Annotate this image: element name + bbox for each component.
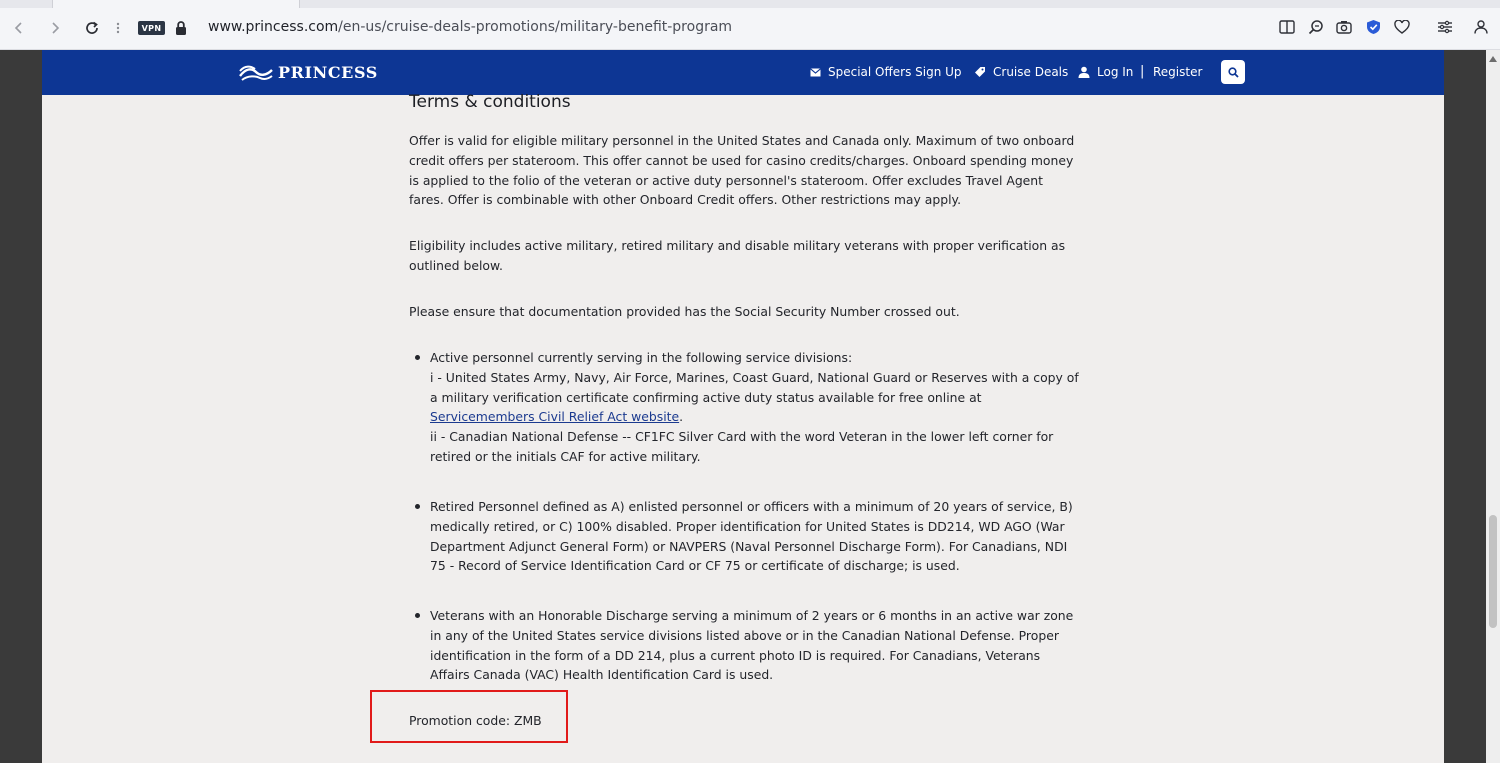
eligibility-paragraph: Eligibility includes active military, retired military and disable military veterans with proper verification as outlined below. xyxy=(409,238,1066,273)
page-gutter xyxy=(1444,50,1486,763)
more-icon[interactable] xyxy=(107,17,129,39)
scroll-up-arrow-icon[interactable] xyxy=(1489,56,1497,62)
login-label: Log In xyxy=(1097,65,1134,79)
site-header xyxy=(42,50,1444,95)
special-offers-label: Special Offers Sign Up xyxy=(828,65,962,79)
promotion-code: Promotion code: ZMB xyxy=(409,713,542,728)
active-personnel-intro: Active personnel currently serving in the following service divisions: xyxy=(430,350,853,365)
shield-icon[interactable] xyxy=(1364,18,1382,36)
url-path: /en-us/cruise-deals-promotions/military-benefit-program xyxy=(338,19,733,35)
active-tab[interactable] xyxy=(52,0,300,8)
profile-icon[interactable] xyxy=(1472,18,1490,36)
cruise-deals-label: Cruise Deals xyxy=(993,65,1069,79)
scrollbar-thumb[interactable] xyxy=(1489,515,1497,628)
list-item-veterans: Veterans with an Honorable Discharge serving a minimum of 2 years or 6 months in an active war zone in any of the United States service divisions listed above or in the Canadian National Defense. Proper identification in the form of a DD 214, plus a current photo ID is required. For Canadians, Veterans Affairs Canada (VAC) Health Identification Card is used. xyxy=(430,606,1080,685)
active-personnel-us: i - United States Army, Navy, Air Force, Marines, Coast Guard, National Guard or Reserves with a copy of a military verification certificate confirming active duty status available for free online at xyxy=(430,369,1079,405)
url-host: www.princess.com xyxy=(208,19,339,35)
login-link[interactable] xyxy=(1078,65,1133,79)
special-offers-link[interactable] xyxy=(810,65,962,79)
search-button[interactable] xyxy=(1221,60,1245,84)
ssn-paragraph: Please ensure that documentation provided has the Social Security Number crossed out. xyxy=(409,304,960,319)
camera-icon[interactable] xyxy=(1335,18,1353,36)
cruise-deals-link[interactable] xyxy=(974,65,1068,79)
terms-title: Terms & conditions xyxy=(409,92,571,112)
list-item-retired-personnel: Retired Personnel defined as A) enlisted personnel or officers with a minimum of 20 years of service, B) medically retired, or C) 100% disabled. Proper identification for United States is DD214, WD AGO (War Department Adjunct General Form) or NAVPERS (Naval Personnel Discharge Form). For Canadians, NDI 75 - Record of Service Identification Card or CF 75 or certificate of discharge; is used. xyxy=(430,497,1080,576)
register-label: Register xyxy=(1153,65,1203,79)
tag-icon xyxy=(974,66,986,78)
list-item-active-personnel xyxy=(430,348,1080,467)
web-page xyxy=(42,50,1444,763)
offer-paragraph: Offer is valid for eligible military personnel in the United States and Canada only. Maximum of two onboard credit offers per stateroom. This offer cannot be used for casino credits/charges. Onboard spending money is applied to the folio of the veteran or active duty personnel's stateroom. Offer excludes Travel Agent fares. Offer is combinable with other Onboard Credit offers. Other restrictions may apply. xyxy=(409,133,1075,208)
register-link[interactable] xyxy=(1153,65,1202,79)
reload-icon[interactable] xyxy=(81,17,103,39)
address-bar[interactable] xyxy=(208,19,732,35)
envelope-icon xyxy=(810,68,821,77)
search-icon xyxy=(1228,67,1239,78)
princess-logo[interactable] xyxy=(238,63,378,82)
heart-icon[interactable] xyxy=(1393,18,1411,36)
scra-website-link[interactable]: Servicemembers Civil Relief Act website xyxy=(430,409,680,425)
vpn-badge[interactable]: VPN xyxy=(138,21,165,35)
settings-icon[interactable] xyxy=(1436,18,1454,36)
active-personnel-canada: ii - Canadian National Defense -- CF1FC Silver Card with the word Veteran in the lower left corner for retired or the initials CAF for active military. xyxy=(430,429,1054,464)
link-period: . xyxy=(679,409,684,425)
lock-icon[interactable] xyxy=(175,20,187,36)
logo-text: PRINCESS xyxy=(278,63,378,82)
seawitch-logo-icon xyxy=(238,64,274,82)
back-icon[interactable] xyxy=(8,17,30,39)
zoom-icon[interactable] xyxy=(1307,18,1325,36)
browser-toolbar xyxy=(0,0,1500,50)
user-icon xyxy=(1078,66,1090,78)
reader-mode-icon[interactable] xyxy=(1278,18,1296,36)
scrollbar[interactable] xyxy=(1486,50,1500,763)
nav-separator: | xyxy=(1140,64,1145,79)
forward-icon[interactable] xyxy=(44,17,66,39)
